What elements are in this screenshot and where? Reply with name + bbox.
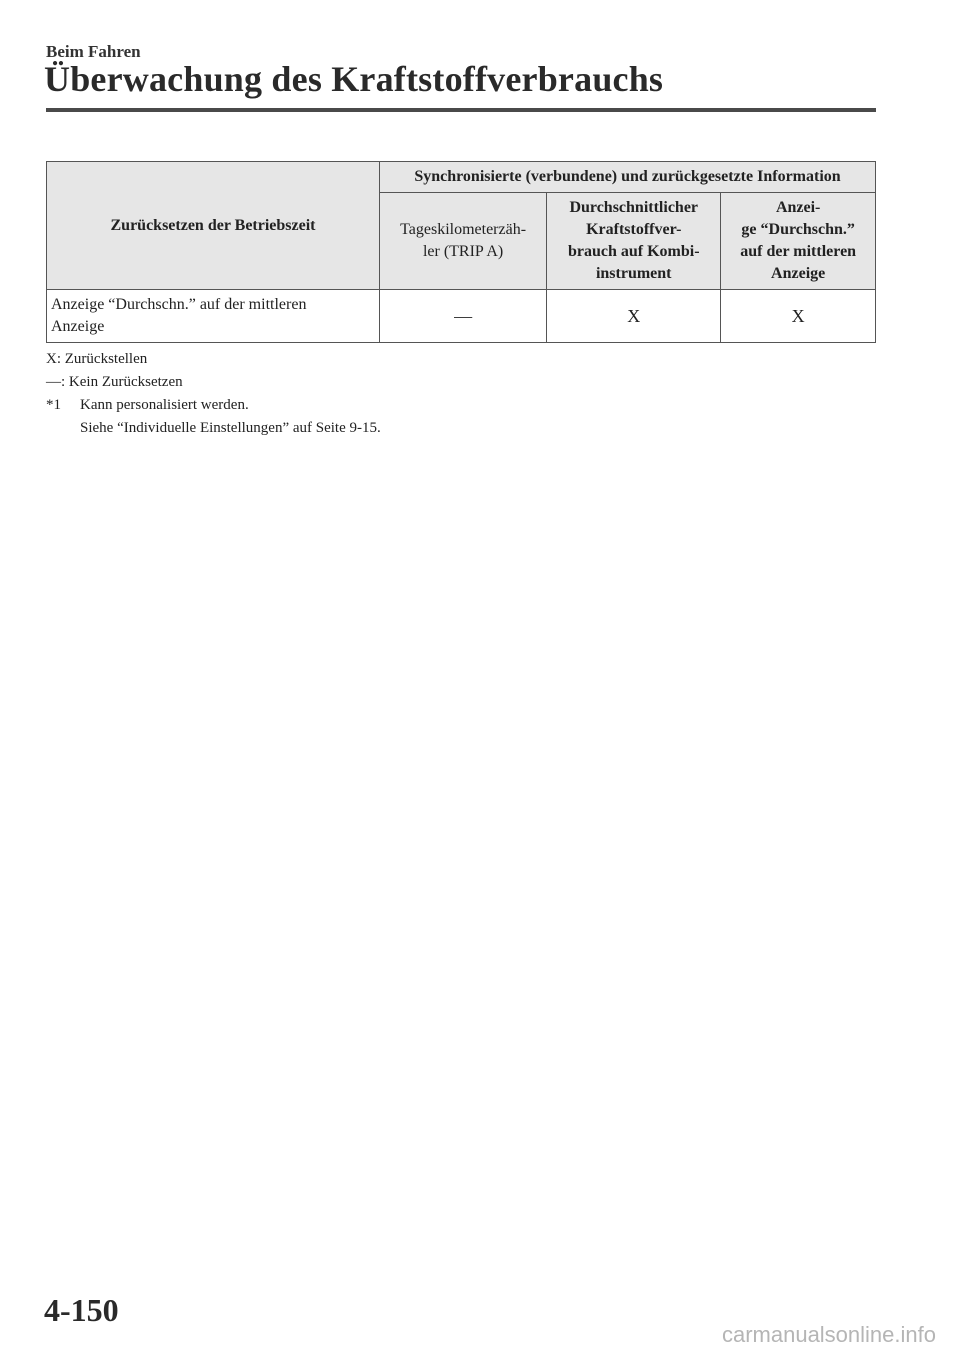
legend-x: X: Zurückstellen	[46, 351, 148, 367]
footnote	[46, 394, 381, 417]
table-cell: —	[380, 290, 547, 343]
row-label-text: Anzeige “Durchschn.” auf der mittleren Anzeige	[51, 296, 307, 335]
table-cell: X	[547, 290, 721, 343]
footnote-mark: *1	[46, 397, 61, 413]
row-label	[47, 290, 380, 343]
group-header: Synchronisierte (verbundene) und zurückgesetzte Information	[380, 162, 876, 193]
reset-table	[46, 161, 876, 343]
column-header-label: Anzei- ge “Durchschn.” auf der mittleren Anzeige	[740, 199, 857, 282]
column-header-trip-a	[380, 193, 547, 290]
column-header-label: Tageskilometerzäh- ler (TRIP A)	[400, 221, 527, 260]
table-cell: X	[721, 290, 876, 343]
table-header-row	[47, 162, 876, 193]
section-label: Beim Fahren	[46, 42, 141, 61]
column-header-avg-display	[721, 193, 876, 290]
column-header-avg-consumption	[547, 193, 721, 290]
legend-dash: —: Kein Zurücksetzen	[46, 374, 183, 390]
corner-header: Zurücksetzen der Betriebszeit	[47, 162, 380, 290]
page-number: 4-150	[44, 1292, 119, 1328]
footnote-reference: Siehe “Individuelle Einstellungen” auf Seite 9-15.	[80, 420, 381, 436]
footnote-text: Kann personalisiert werden.	[80, 397, 249, 413]
page-title: Überwachung des Kraftstoffverbrauchs	[44, 59, 664, 99]
column-header-label: Durchschnittlicher Kraftstoffver- brauch auf Kombi- instrument	[567, 199, 700, 282]
table-notes	[46, 348, 381, 440]
title-rule	[46, 108, 876, 112]
watermark: carmanualsonline.info	[721, 1322, 936, 1347]
table-row	[47, 290, 876, 343]
